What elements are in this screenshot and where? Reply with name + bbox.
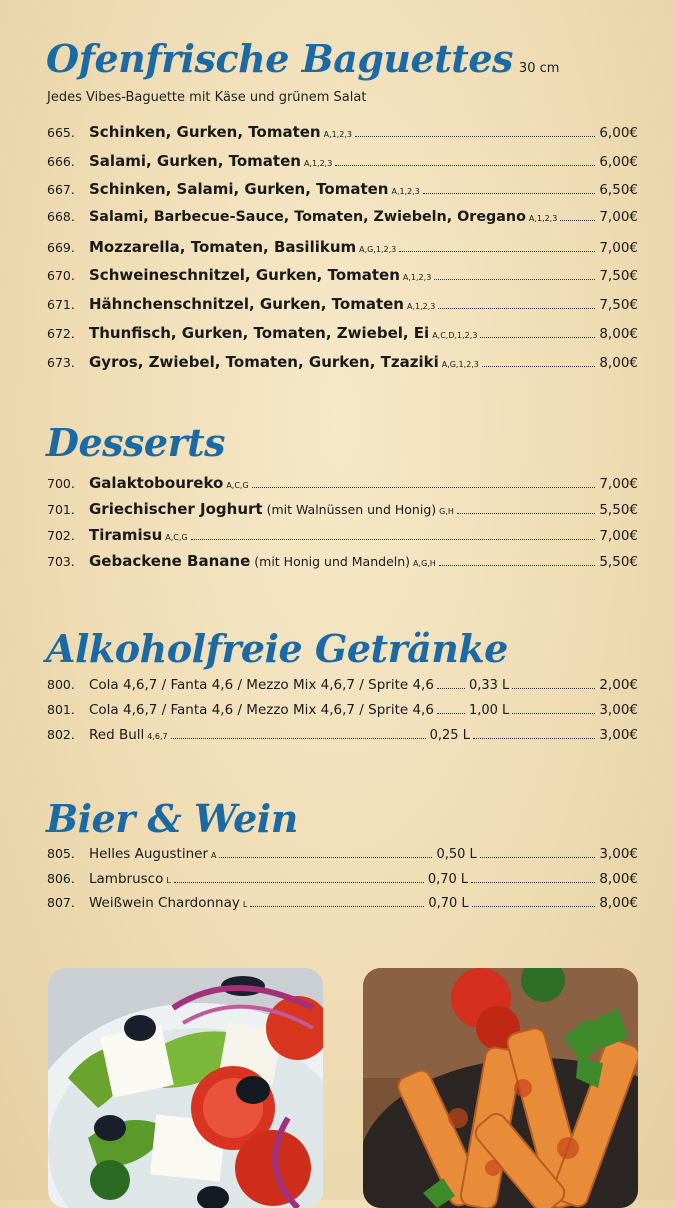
item-name: Schweineschnitzel, Gurken, Tomaten	[89, 266, 400, 285]
item-price: 7,50€	[599, 297, 638, 314]
softdrinks-list	[47, 677, 638, 752]
item-price: 6,00€	[599, 125, 638, 141]
item-note: (mit Honig und Mandeln)	[254, 554, 411, 569]
item-number: 703.	[47, 554, 75, 569]
item-number: 673.	[47, 354, 75, 370]
item-price: 7,50€	[599, 268, 638, 285]
item-name: Gyros, Zwiebel, Tomaten, Gurken, Tzaziki	[89, 352, 439, 371]
dot-leader	[434, 279, 595, 280]
softdrinks-heading: Alkoholfreie Getränke	[46, 626, 508, 671]
allergen-code: A,G,H	[413, 559, 436, 568]
item-number: 667.	[47, 182, 75, 198]
item-number: 700.	[47, 476, 75, 491]
item-price: 8,00€	[599, 870, 638, 887]
allergen-code: A,G,1,2,3	[441, 359, 479, 369]
salad-illustration	[48, 968, 323, 1208]
menu-item	[47, 324, 638, 353]
menu-item	[47, 180, 638, 209]
dot-leader	[480, 857, 596, 858]
dot-leader	[171, 738, 426, 739]
item-name: Galaktoboureko	[89, 474, 224, 492]
item-number: 802.	[47, 727, 75, 742]
item-price: 8,00€	[599, 895, 638, 911]
item-name: Salami, Barbecue-Sauce, Tomaten, Zwiebeln, Oregano	[89, 209, 526, 226]
menu-item	[47, 846, 638, 871]
item-name: Helles Augustiner	[89, 846, 208, 862]
allergen-code: A,1,2,3	[402, 273, 432, 283]
desserts-heading: Desserts	[46, 420, 226, 465]
greek-salad-photo	[48, 968, 323, 1208]
item-price: 7,00€	[599, 528, 638, 544]
item-number: 669.	[47, 239, 75, 255]
item-number: 801.	[47, 702, 75, 717]
item-number: 671.	[47, 297, 75, 313]
pasta-photo	[363, 968, 638, 1208]
item-name: Lambrusco	[89, 870, 164, 887]
item-price: 5,50€	[599, 554, 638, 570]
item-number: 672.	[47, 325, 75, 341]
allergen-code: A,C,G	[165, 533, 188, 542]
menu-item	[47, 295, 638, 324]
dot-leader	[174, 882, 424, 883]
dot-leader	[335, 165, 595, 166]
item-number: 701.	[47, 502, 75, 517]
pasta-illustration	[363, 968, 638, 1208]
baguettes-subtitle: Jedes Vibes-Baguette mit Käse und grünem Salat	[47, 90, 367, 105]
dot-leader	[482, 366, 596, 367]
allergen-code: A,1,2,3	[406, 302, 436, 312]
dot-leader	[472, 906, 596, 907]
allergen-code: A,C,G	[226, 481, 249, 490]
menu-item	[47, 871, 638, 896]
item-name: Hähnchenschnitzel, Gurken, Tomaten	[89, 295, 404, 314]
dot-leader	[252, 487, 596, 488]
menu-item	[47, 677, 638, 702]
item-name: Red Bull	[89, 727, 145, 743]
item-name: Tiramisu	[89, 526, 163, 544]
item-volume: 0,50 L	[436, 847, 477, 862]
item-price: 8,00€	[599, 354, 638, 371]
item-number: 806.	[47, 870, 75, 886]
baguettes-heading	[46, 36, 560, 81]
menu-item	[47, 474, 638, 500]
allergen-code: L	[166, 875, 171, 885]
item-number: 666.	[47, 153, 75, 169]
menu-item	[47, 209, 638, 238]
dot-leader	[437, 688, 465, 689]
beer-wine-heading: Bier & Wein	[46, 796, 298, 841]
item-volume: 0,70 L	[428, 896, 469, 911]
item-note: (mit Walnüssen und Honig)	[266, 502, 437, 517]
menu-item	[47, 152, 638, 181]
dot-leader	[471, 882, 595, 883]
allergen-code: L	[242, 900, 248, 909]
item-name: Weißwein Chardonnay	[89, 895, 240, 911]
menu-item	[47, 895, 638, 920]
item-price: 3,00€	[599, 846, 638, 862]
item-name: Thunfisch, Gurken, Tomaten, Zwiebel, Ei	[89, 323, 430, 342]
dot-leader	[480, 337, 595, 338]
allergen-code: 4,6,7	[147, 732, 168, 741]
dot-leader	[250, 906, 424, 907]
allergen-code: A	[211, 851, 217, 860]
dot-leader	[437, 713, 465, 714]
baguettes-title: Ofenfrische Baguettes	[46, 36, 513, 81]
allergen-code: A,C,D,1,2,3	[432, 330, 478, 340]
item-name: Gebackene Banane	[89, 552, 251, 570]
dot-leader	[423, 193, 595, 194]
item-price: 7,00€	[599, 476, 638, 492]
dot-leader	[219, 857, 432, 858]
item-number: 668.	[47, 209, 75, 225]
baguettes-list	[47, 123, 638, 381]
menu-item	[47, 702, 638, 727]
item-number: 702.	[47, 528, 75, 543]
item-volume: 0,70 L	[427, 871, 469, 887]
dot-leader	[191, 539, 596, 540]
item-price: 6,00€	[599, 153, 638, 170]
item-name: Cola 4,6,7 / Fanta 4,6 / Mezzo Mix 4,6,7 / Sprite 4,6	[89, 677, 434, 693]
dot-leader	[560, 220, 595, 221]
item-volume: 0,25 L	[429, 728, 470, 743]
item-price: 2,00€	[599, 677, 638, 693]
allergen-code: G,H	[439, 507, 454, 516]
dot-leader	[438, 308, 595, 309]
dot-leader	[457, 513, 595, 514]
item-volume: 0,33 L	[468, 678, 510, 693]
item-volume: 1,00 L	[468, 703, 510, 718]
menu-item	[47, 238, 638, 267]
dot-leader	[399, 251, 595, 252]
menu-item	[47, 353, 638, 382]
item-price: 7,00€	[599, 239, 638, 256]
dot-leader	[512, 713, 595, 714]
allergen-code: A,1,2,3	[303, 158, 333, 168]
desserts-list	[47, 474, 638, 578]
menu-item	[47, 266, 638, 295]
beer-wine-list	[47, 846, 638, 920]
baguette-size: 30 cm	[518, 61, 560, 76]
menu-item	[47, 500, 638, 526]
item-number: 800.	[47, 677, 75, 692]
dot-leader	[512, 688, 595, 689]
item-price: 8,00€	[599, 325, 638, 342]
allergen-code: A,1,2,3	[528, 214, 558, 224]
menu-item	[47, 552, 638, 578]
item-name: Cola 4,6,7 / Fanta 4,6 / Mezzo Mix 4,6,7 / Sprite 4,6	[89, 702, 434, 718]
menu-item	[47, 123, 638, 152]
allergen-code: A,G,1,2,3	[359, 244, 397, 254]
item-name: Schinken, Gurken, Tomaten	[89, 123, 321, 141]
item-number: 670.	[47, 268, 75, 284]
menu-item	[47, 526, 638, 552]
item-number: 665.	[47, 125, 75, 140]
item-price: 3,00€	[599, 702, 638, 718]
menu-item	[47, 727, 638, 752]
item-name: Salami, Gurken, Tomaten	[89, 151, 301, 170]
item-price: 5,50€	[599, 502, 638, 518]
item-price: 6,50€	[599, 182, 638, 199]
item-name: Mozzarella, Tomaten, Basilikum	[89, 237, 357, 256]
item-number: 805.	[47, 846, 75, 861]
item-name: Schinken, Salami, Gurken, Tomaten	[89, 180, 389, 199]
dot-leader	[439, 565, 596, 566]
allergen-code: A,1,2,3	[391, 187, 420, 197]
item-price: 3,00€	[599, 727, 638, 743]
item-price: 7,00€	[599, 209, 638, 226]
allergen-code: A,1,2,3	[323, 130, 352, 139]
dot-leader	[473, 738, 595, 739]
dot-leader	[355, 136, 595, 137]
item-number: 807.	[47, 895, 75, 910]
item-name: Griechischer Joghurt	[89, 500, 263, 518]
